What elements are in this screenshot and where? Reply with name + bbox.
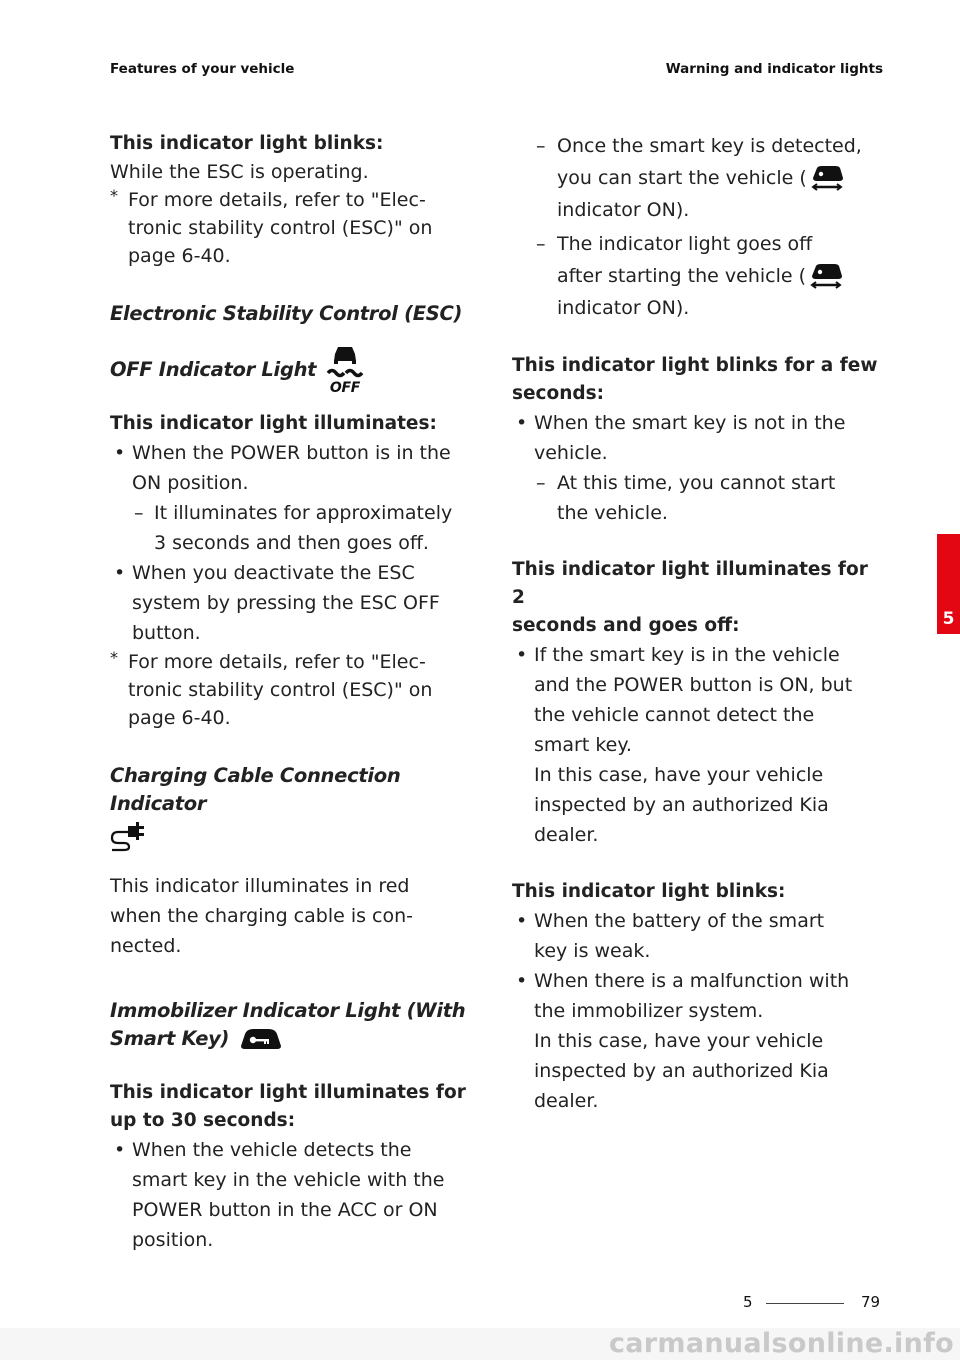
blinks-text: While the ESC is operating. xyxy=(110,161,369,183)
charging-cable-icon xyxy=(110,822,150,852)
note-line: tronic stability control (ESC)" on xyxy=(128,217,433,239)
note-star: * xyxy=(110,186,118,205)
sub-list-item: – It illuminates for approximately 3 seconds and then goes off. xyxy=(134,502,453,554)
header-section-title: Features of your vehicle xyxy=(110,61,295,77)
esc-off-icon xyxy=(322,344,368,394)
esc-off-title-text: OFF Indicator Light xyxy=(110,358,317,381)
note-line: page 6-40. xyxy=(128,245,231,267)
note-star: * xyxy=(110,648,118,667)
sub-list-item: – Once the smart key is detected, you can start the vehicle ( indicator ON). xyxy=(536,135,862,221)
immobilizer-key-icon xyxy=(809,164,845,192)
immobilizer-title-line1: Immobilizer Indicator Light (With xyxy=(110,999,466,1022)
up30-heading: This indicator light illuminates for up to 30 seconds: xyxy=(110,1082,466,1131)
list-item: • When the battery of the smart key is weak. xyxy=(516,910,825,962)
sub-list-item: – At this time, you cannot start the vehicle. xyxy=(536,472,836,524)
blinks2-heading: This indicator light blinks: xyxy=(512,881,786,902)
twosec-heading: This indicator light illuminates for 2 seconds and goes off: xyxy=(512,559,868,636)
list-item: • When there is a malfunction with the immobilizer system. In this case, have your vehicle inspected by an authorized Kia dealer. xyxy=(516,970,850,1112)
chapter-tab: 5 xyxy=(937,534,960,634)
list-item: • When the vehicle detects the smart key in the vehicle with the POWER button in the ACC or ON position. xyxy=(114,1139,445,1251)
footer-chapter-number: 5 xyxy=(743,1293,753,1311)
esc-off-icon-label: OFF xyxy=(330,380,361,394)
left-column xyxy=(110,130,480,1255)
note-esc-reference-2: * For more details, refer to "Elec- tronic stability control (ESC)" on page 6-40. xyxy=(110,648,480,732)
footer-page-number: 79 xyxy=(861,1293,881,1311)
note-line: For more details, refer to "Elec- xyxy=(128,189,426,211)
illuminates-heading: This indicator light illuminates: xyxy=(110,413,437,434)
esc-off-title-line2 xyxy=(110,344,480,394)
watermark: carmanualsonline.info xyxy=(0,1328,960,1360)
charging-title: Charging Cable Connection Indicator xyxy=(110,764,401,815)
list-item: • When the smart key is not in the vehicle. xyxy=(516,412,846,464)
right-column xyxy=(512,130,882,1116)
sub-list-item: – The indicator light goes off after starting the vehicle ( indicator ON). xyxy=(512,228,882,324)
immobilizer-title-line2: Smart Key) xyxy=(110,1025,480,1053)
note-esc-reference-1 xyxy=(110,186,480,270)
list-item: • When you deactivate the ESC system by pressing the ESC OFF button. xyxy=(114,562,440,644)
footer-divider xyxy=(766,1303,844,1304)
immobilizer-key-icon xyxy=(235,1026,287,1052)
blinks-heading: This indicator light blinks: xyxy=(110,133,384,154)
immobilizer-key-icon xyxy=(808,262,844,290)
esc-off-title-line1: Electronic Stability Control (ESC) xyxy=(110,302,463,325)
list-item: • If the smart key is in the vehicle and the POWER button is ON, but the vehicle cannot detect the smart key. In this case, have your vehicle inspected by an authorized Kia dealer. xyxy=(516,644,853,846)
charging-description: This indicator illuminates in red when the charging cable is con- nected. xyxy=(110,875,414,957)
fewsec-heading: This indicator light blinks for a few seconds: xyxy=(512,355,878,404)
list-item: • When the POWER button is in the ON position. xyxy=(114,442,451,494)
header-chapter-title: Warning and indicator lights xyxy=(665,61,883,77)
